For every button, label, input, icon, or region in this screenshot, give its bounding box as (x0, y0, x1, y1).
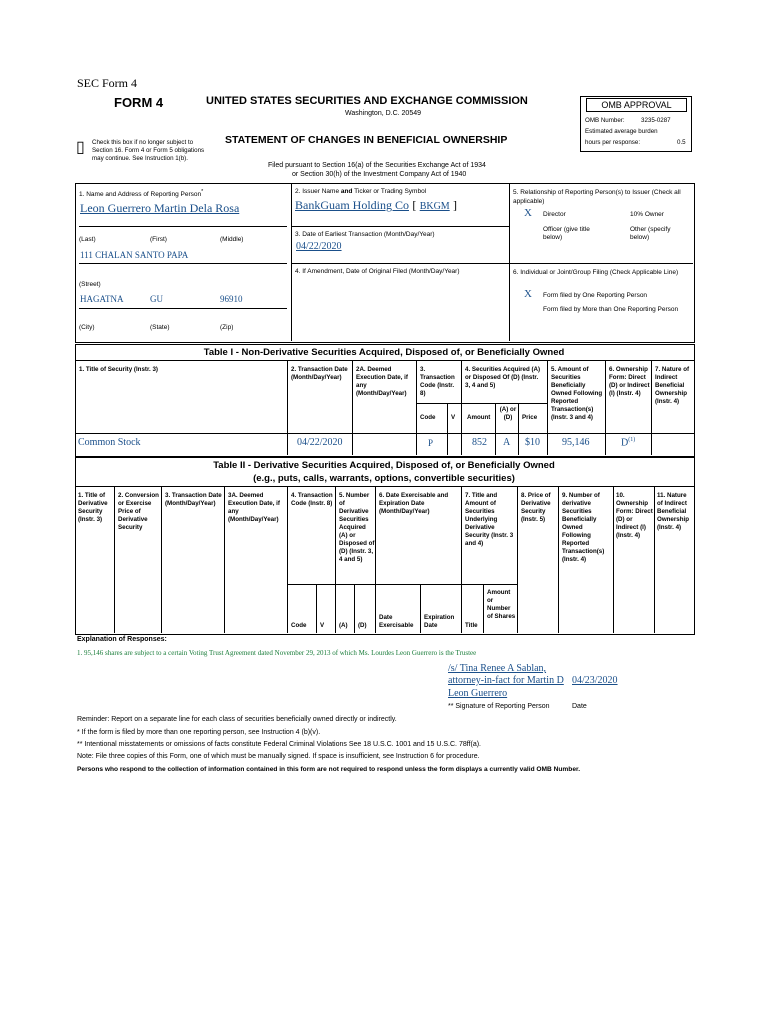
t1-col-form: 6. Ownership Form: Direct (D) or Indirect (I) (Instr. 4) (609, 366, 650, 397)
t1-row-amount: 852 (472, 437, 487, 448)
t1-row-form: $D^{(1)}$ (621, 437, 636, 449)
street-label: (Street) (79, 281, 101, 288)
section16-checkbox[interactable]: ▯ (76, 139, 85, 156)
omb-number-label: OMB Number: (585, 117, 625, 124)
t1-row-owned: 95,146 (562, 437, 590, 448)
t2-sub-title: Title (465, 622, 478, 629)
city-value: HAGATNA (80, 294, 124, 304)
filed-pursuant-line1: Filed pursuant to Section 16(a) of the Securities Exchange Act of 1934 (268, 162, 486, 169)
agency-title: UNITED STATES SECURITIES AND EXCHANGE COMMISSION (206, 95, 528, 107)
middle-label: (Middle) (220, 236, 244, 243)
t2-col2: 2. Conversion or Exercise Price of Derivative Security (118, 492, 159, 531)
t2-sub-code: Code (291, 622, 307, 629)
t1-sub-v: V (451, 414, 456, 421)
agency-location: Washington, D.C. 20549 (345, 110, 422, 117)
t2-col6: 6. Date Exercisable and Expiration Date (Month/Day/Year) (379, 492, 449, 515)
omb-approval-title: OMB APPROVAL (586, 98, 687, 112)
box1-label: 1. Name and Address of Reporting Person* (79, 189, 204, 199)
t1-col-nature: 7. Nature of Indirect Beneficial Ownership (Instr. 4) (655, 366, 690, 405)
t2-col4: 4. Transaction Code (Instr. 8) (291, 492, 333, 507)
box2-label: 2. Issuer Name and Ticker or Trading Symbol (295, 188, 427, 195)
footnote-1: * If the form is filed by more than one reporting person, see Instruction 4 (b)(v). (77, 729, 321, 736)
t1-row-price: $10 (525, 437, 540, 448)
t1-col-code: 3. Transaction Code (Instr. 8) (420, 366, 455, 397)
filed-pursuant-line2: or Section 30(h) of the Investment Company Act of 1940 (292, 171, 467, 178)
t1-sub-price: Price (522, 414, 538, 421)
zip-label: (Zip) (220, 324, 234, 331)
statement-title: STATEMENT OF CHANGES IN BENEFICIAL OWNERSHIP (225, 134, 508, 146)
t1-row-aord: A (503, 437, 511, 448)
t1-row-date: 04/22/2020 (297, 437, 343, 448)
footnote-3: Note: File three copies of this Form, one of which must be manually signed. If space is insufficient, see Instruction 6 for procedure. (77, 753, 480, 760)
t1-col-title: 1. Title of Security (Instr. 3) (79, 366, 158, 373)
t2-col3: 3. Transaction Date (Month/Day/Year) (165, 492, 222, 507)
omb-hours-value: 0.5 (677, 139, 686, 146)
first-label: (First) (150, 236, 167, 243)
t1-row-footnote: (1) (628, 437, 636, 443)
t1-sub-aord: (A) or (D) (499, 406, 517, 421)
explanation-note1: 1. 95,146 shares are subject to a certain Voting Trust Agreement dated November 29, 2013 of which Ms. Lourdes Leon Guerrero is the Trustee (77, 649, 477, 657)
t2-sub-amount: Amount or Number of Shares (487, 589, 516, 620)
form-title: FORM 4 (114, 95, 164, 110)
signature-date-label: Date (572, 703, 587, 710)
reminder-text: Reminder: Report on a separate line for each class of securities beneficially owned directly or indirectly. (77, 716, 397, 723)
omb-burden-label: Estimated average burden (585, 128, 658, 135)
t1-sub-code: Code (420, 414, 436, 421)
box6-label: 6. Individual or Joint/Group Filing (Check Applicable Line) (513, 269, 679, 276)
t1-col-deemed: 2A. Deemed Execution Date, if any (Month/Day/Year) (356, 366, 408, 397)
reporting-person-name: Leon Guerrero Martin Dela Rosa (80, 201, 240, 215)
t2-sub-d: (D) (358, 622, 367, 629)
t2-col10: 10. Ownership Form: Direct (D) or Indirect (I) (Instr. 4) (616, 492, 653, 539)
footnote-2: ** Intentional misstatements or omissions of facts constitute Federal Criminal Violations See 18 U.S.C. 1001 and 15 U.S.C. 78ff(a). (77, 741, 481, 748)
table2-title2: (e.g., puts, calls, warrants, options, convertible securities) (253, 473, 515, 484)
t2-col5: 5. Number of Derivative Securities Acquired (A) or Disposed of (D) (Instr. 3, 4 and 5) (339, 492, 375, 563)
state-label: (State) (150, 324, 170, 331)
earliest-transaction-date: 04/22/2020 (296, 241, 342, 252)
t2-sub-expiration: Expiration Date (424, 614, 455, 629)
t2-col11: 11. Nature of Indirect Beneficial Ownership (Instr. 4) (657, 492, 689, 531)
t2-sub-v: V (320, 622, 325, 629)
signature-line3: Leon Guerrero (448, 688, 508, 699)
one-person-mark[interactable]: X (524, 288, 532, 300)
omb-notice: Persons who respond to the collection of information contained in this form are not required to respond unless the form displays a currently valid OMB Number. (77, 766, 581, 773)
t2-col9: 9. Number of derivative Securities Beneficially Owned Following Reported Transaction(s) (Instr. 4) (562, 492, 605, 563)
state-value: GU (150, 294, 163, 304)
city-label: (City) (79, 324, 95, 331)
t2-col8: 8. Price of Derivative Security (Instr. 5) (521, 492, 551, 523)
t2-col1: 1. Title of Derivative Security (Instr. 3) (78, 492, 108, 523)
ticker-symbol: BKGM (419, 201, 450, 212)
table1-title: Table I - Non-Derivative Securities Acquired, Disposed of, or Beneficially Owned (203, 347, 565, 358)
issuer-line: BankGuam Holding Co [ BKGM ] (295, 198, 458, 212)
signature-label: ** Signature of Reporting Person (448, 703, 550, 710)
t1-col-date: 2. Transaction Date (Month/Day/Year) (291, 366, 348, 381)
signature-line1: /s/ Tina Renee A Sablan, (448, 663, 547, 674)
ten-pct-owner-label: 10% Owner (630, 211, 664, 218)
explanation-heading: Explanation of Responses: (77, 636, 167, 643)
signature-line2: attorney-in-fact for Martin D (448, 675, 564, 686)
one-person-label: Form filed by One Reporting Person (543, 292, 648, 299)
t2-sub-a: (A) (339, 622, 348, 629)
issuer-name: BankGuam Holding Co (295, 198, 409, 212)
t2-sub-date-exercisable: Date Exercisable (379, 614, 414, 629)
t2-col7: 7. Title and Amount of Securities Underlying Derivative Security (Instr. 3 and 4) (465, 492, 514, 547)
director-label: Director (543, 211, 566, 218)
box4-label: 4. If Amendment, Date of Original Filed (Month/Day/Year) (295, 268, 460, 275)
box3-label: 3. Date of Earliest Transaction (Month/Day/Year) (295, 231, 435, 238)
t1-row-title: Common Stock (78, 437, 141, 448)
t2-col3a: 3A. Deemed Execution Date, if any (Month/Day/Year) (228, 492, 280, 523)
section16-checkbox-text: Check this box if no longer subject to Section 16. Form 4 or Form 5 obligations may continue. See Instruction 1(b). (92, 139, 205, 162)
officer-label: Officer (give title below) (543, 226, 590, 241)
t1-sub-amount: Amount (467, 414, 491, 421)
box5-label: 5. Relationship of Reporting Person(s) to Issuer (Check all applicable) (513, 189, 681, 205)
t1-col-securities: 4. Securities Acquired (A) or Disposed Of (D) (Instr. 3, 4 and 5) (465, 366, 541, 389)
t1-row-code: P (428, 438, 434, 448)
more-person-label: Form filed by More than One Reporting Person (543, 306, 679, 313)
table2-title1: Table II - Derivative Securities Acquired, Disposed of, or Beneficially Owned (213, 460, 555, 471)
last-label: (Last) (79, 236, 96, 243)
sec-form-label: SEC Form 4 (77, 76, 138, 90)
omb-box (580, 96, 692, 152)
street-value: 111 CHALAN SANTO PAPA (80, 250, 189, 260)
director-mark[interactable]: X (524, 207, 532, 219)
omb-number-value: 3235-0287 (641, 117, 671, 124)
signature-date: 04/23/2020 (572, 675, 618, 686)
zip-value: 96910 (220, 294, 243, 304)
other-label: Other (specify below) (630, 226, 671, 241)
omb-hours-label: hours per response: (585, 139, 641, 146)
t1-col-owned: 5. Amount of Securities Beneficially Owned Following Reported Transaction(s) (Instr. 3 and 4) (551, 366, 603, 421)
